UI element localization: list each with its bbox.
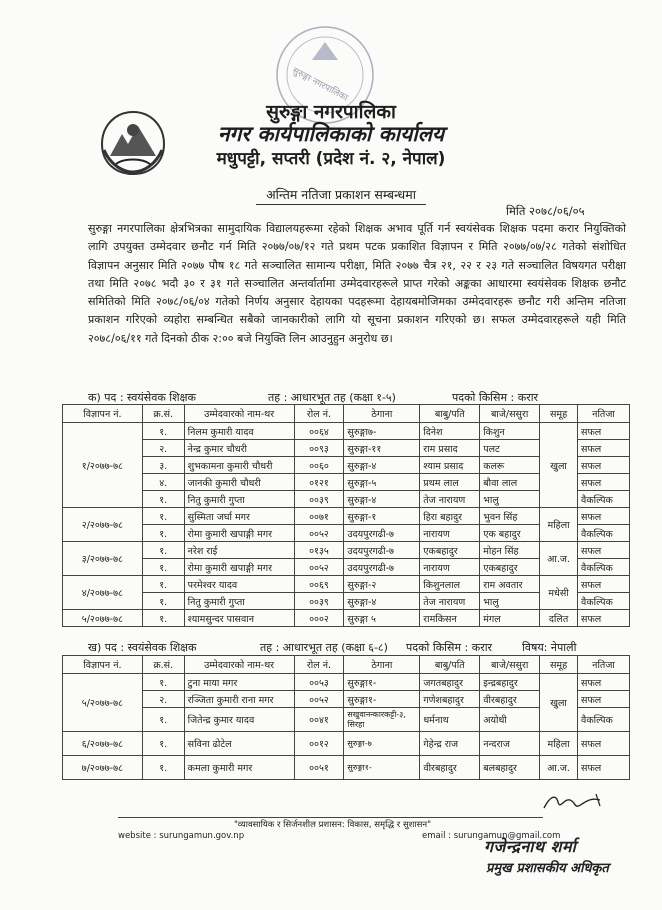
footer-email: email : surungamun@gmail.com xyxy=(422,831,561,841)
table-row xyxy=(63,610,630,627)
table-a-header-col-0: विज्ञापन नं. xyxy=(63,405,143,423)
group-category: खुला xyxy=(540,674,578,732)
group-category: दलित xyxy=(540,610,578,627)
father-name: नारायण xyxy=(420,559,480,576)
grandfather-name: कलरू xyxy=(480,457,540,474)
section-b-level: तह : आधारभूत तह (कक्षा ६-८) xyxy=(260,641,388,654)
serial-number: १. xyxy=(142,542,184,559)
signatory-title: प्रमुख प्रशासकीय अधिकृत xyxy=(486,861,609,876)
candidate-name: श्यामसुन्दर पासवान xyxy=(184,610,294,627)
section-b-post: ख) पद : स्वयंसेवक शिक्षक xyxy=(88,641,197,654)
serial-number: १. xyxy=(142,525,184,542)
serial-number: १. xyxy=(142,732,184,756)
group-category: आ.ज. xyxy=(540,756,578,780)
candidate-address: सुरुङ्गा१- xyxy=(344,756,420,780)
table-a-header-col-1: क्र.सं. xyxy=(142,405,184,423)
roll-number: ००५२ xyxy=(294,691,344,708)
candidate-name: शुभकामना कुमारी चौधरी xyxy=(184,457,294,474)
table-a-header-col-6: बाजे/ससुरा xyxy=(480,405,540,423)
grandfather-name: भुवन सिंह xyxy=(480,508,540,525)
advertisement-number: २/२०७७-७८ xyxy=(63,508,143,542)
serial-number: १. xyxy=(142,508,184,525)
candidate-address: सुरुङ्गा-१ xyxy=(344,508,420,525)
footer-motto: "व्यावसायिक र सिर्जनशील प्रशासन: विकास, समृद्धि र सुशासन" xyxy=(234,820,432,830)
advertisement-number: ३/२०७७-७८ xyxy=(63,542,143,576)
candidate-address: उदयपुरगढी-७ xyxy=(344,525,420,542)
grandfather-name: बौवा लाल xyxy=(480,474,540,491)
candidate-name: परमेश्वर यादव xyxy=(184,576,294,593)
roll-number: ००३९ xyxy=(294,491,344,508)
roll-number: ००५१ xyxy=(294,756,344,780)
father-name: रामकिसन xyxy=(420,610,480,627)
result-status: वैकल्पिक xyxy=(578,559,630,576)
candidate-address: सुरुङ्गा७- xyxy=(344,423,420,440)
candidate-name: रोमा कुमारी खपाङ्गी मगर xyxy=(184,559,294,576)
roll-number: ००३९ xyxy=(294,593,344,610)
table-a-header-col-8: नतिजा xyxy=(578,405,630,423)
advertisement-number: ७/२०७७-७८ xyxy=(63,756,143,780)
result-status: सफल xyxy=(578,610,630,627)
table-row xyxy=(63,576,630,593)
roll-number: ००९३ xyxy=(294,440,344,457)
candidate-name: टुना माया मगर xyxy=(184,674,294,691)
grandfather-name: किशुन xyxy=(480,423,540,440)
grandfather-name: इन्द्रबहादुर xyxy=(480,674,540,691)
roll-number: ००५२ xyxy=(294,525,344,542)
handwritten-signature xyxy=(540,790,606,816)
father-name: तेज नारायण xyxy=(420,593,480,610)
grandfather-name: मंगल xyxy=(480,610,540,627)
father-name: गणेशबहादुर xyxy=(420,691,480,708)
candidate-address: उदयपुरगढी-७ xyxy=(344,542,420,559)
candidate-address: सुरुङ्गा-४ xyxy=(344,491,420,508)
result-status: सफल xyxy=(578,756,630,780)
father-name: दिनेश xyxy=(420,423,480,440)
notice-subject: अन्तिम नतिजा प्रकाशन सम्बन्धमा xyxy=(256,186,426,205)
results-table-b xyxy=(62,655,630,780)
candidate-name: नितु कुमारी गुप्ता xyxy=(184,593,294,610)
candidate-name: निलम कुमारी यादव xyxy=(184,423,294,440)
result-status: सफल xyxy=(578,457,630,474)
candidate-name: सुस्मिता जर्घा मगर xyxy=(184,508,294,525)
candidate-name: नितु कुमारी गुप्ता xyxy=(184,491,294,508)
father-name: श्याम प्रसाद xyxy=(420,457,480,474)
roll-number: ०१३५ xyxy=(294,542,344,559)
serial-number: १. xyxy=(142,576,184,593)
result-status: सफल xyxy=(578,423,630,440)
result-status: वैकल्पिक xyxy=(578,491,630,508)
candidate-address: सुरुङ्गा१- xyxy=(344,691,420,708)
table-row xyxy=(63,756,630,780)
serial-number: १. xyxy=(142,559,184,576)
office-address: मधुपट्टी, सप्तरी (प्रदेश नं. २, नेपाल) xyxy=(216,149,446,169)
serial-number: २. xyxy=(142,440,184,457)
serial-number: ३. xyxy=(142,457,184,474)
father-name: तेज नारायण xyxy=(420,491,480,508)
roll-number: ०००२ xyxy=(294,610,344,627)
grandfather-name: मोहन सिंह xyxy=(480,542,540,559)
father-name: एकबहादुर xyxy=(420,542,480,559)
table-b-header-row xyxy=(63,656,630,674)
table-b-header-col-4: ठेगाना xyxy=(344,656,420,674)
grandfather-name: अयोधी xyxy=(480,708,540,732)
table-row xyxy=(63,674,630,691)
table-b-header-col-6: बाजे/ससुरा xyxy=(480,656,540,674)
table-row xyxy=(63,423,630,440)
candidate-name: सविना ढोटेल xyxy=(184,732,294,756)
father-name: हिरा बहादुर xyxy=(420,508,480,525)
section-a-post: क) पद : स्वयंसेवक शिक्षक xyxy=(88,391,196,404)
table-a-header-col-2: उम्मेदवारको नाम-थर xyxy=(184,405,294,423)
table-b-header-col-7: समूह xyxy=(540,656,578,674)
grandfather-name: भालु xyxy=(480,593,540,610)
result-status: सफल xyxy=(578,508,630,525)
table-row xyxy=(63,508,630,525)
candidate-name: जितेन्द्र कुमार यादव xyxy=(184,708,294,732)
candidate-name: रोमा कुमारी खपाङ्गी मगर xyxy=(184,525,294,542)
table-b-header-col-3: रोल नं. xyxy=(294,656,344,674)
group-category: मधेसी xyxy=(540,576,578,610)
candidate-name: रञ्जिता कुमारी राना मगर xyxy=(184,691,294,708)
advertisement-number: ५/२०७७-७८ xyxy=(63,674,143,732)
serial-number: १. xyxy=(142,610,184,627)
signatory-name: गजेन्द्रनाथ शर्मा xyxy=(484,837,577,856)
section-b-subject: विषय: नेपाली xyxy=(522,641,577,654)
candidate-name: नरेश राई xyxy=(184,542,294,559)
table-a-header-row xyxy=(63,405,630,423)
father-name: वीरबहादुर xyxy=(420,756,480,780)
notice-body: सुरुङ्गा नगरपालिका क्षेत्रभित्रका सामुदायिक विद्यालयहरूमा रहेको शिक्षक अभाव पूर्ति गर्न स्वयंसेवक शिक्षक पदमा करार नियुक्तिको लागि उपयुक्त उम्मेदवार छनौट गर्न मिति २०७७/०७/१२ गते प्रथम पटक प्रकाशित विज्ञापन र मिति २०७७/०७/२८ गतेको संशोधित विज्ञापन अनुसार मिति २०७७ पौष १८ गते सञ्चालित सामान्य परीक्षा, मिति २०७७ चैत्र २१, २२ र २३ गते सञ्चालित विषयगत परीक्षा तथा मिति २०७८ भदौ ३० र ३१ गते सञ्चालित अन्तर्वार्तामा उम्मेदवारहरूले प्राप्त गरेको अङ्कका आधारमा स्वयंसेवक शिक्षक छनौट समितिको मिति २०७८/०६/०४ गतेको निर्णय अनुसार देहायका पदहरूमा देहायबमोजिमका उम्मेदवारहरू छनौट गरी अन्तिम नतिजा प्रकाशन गरिएको व्यहोरा सम्बन्धित सबैको जानकारीको लागि यो सूचना प्रकाशन गरिएको छ। सफल उम्मेदवारहरूले यही मिति २०७८/०६/११ गते दिनको ठीक २:०० बजे नियुक्ति लिन आउनुहुन अनुरोध छ। xyxy=(88,222,626,345)
municipality-title: सुरुङ्गा नगरपालिका xyxy=(266,101,396,123)
roll-number: ००५२ xyxy=(294,559,344,576)
candidate-name: नेन्द्र कुमार चौधरी xyxy=(184,440,294,457)
grandfather-name: राम अवतार xyxy=(480,576,540,593)
serial-number: २. xyxy=(142,691,184,708)
result-status: वैकल्पिक xyxy=(578,708,630,732)
roll-number: ००६४ xyxy=(294,423,344,440)
result-status: सफल xyxy=(578,732,630,756)
candidate-address: उदयपुरगढी-७ xyxy=(344,559,420,576)
group-category: महिला xyxy=(540,732,578,756)
candidate-name: कमला कुमारी मगर xyxy=(184,756,294,780)
serial-number: १. xyxy=(142,674,184,691)
candidate-name: जानकी कुमारी चौधरी xyxy=(184,474,294,491)
serial-number: १. xyxy=(142,593,184,610)
table-a-header-col-7: समूह xyxy=(540,405,578,423)
advertisement-number: १/२०७७-७८ xyxy=(63,423,143,508)
section-a-level: तह : आधारभूत तह (कक्षा १-५) xyxy=(268,391,396,404)
group-category: महिला xyxy=(540,508,578,542)
section-b-type: पदको किसिम : करार xyxy=(406,641,493,654)
results-table-a xyxy=(62,404,630,627)
footer-divider xyxy=(118,817,543,818)
seal-text: सुरुङ्गा नगरपालिका xyxy=(290,65,350,104)
candidate-address: सुरुङ्गा-२ xyxy=(344,576,420,593)
roll-number: ००७१ xyxy=(294,508,344,525)
table-b-header-col-5: बाबु/पति xyxy=(420,656,480,674)
section-a-type: पदको किसिम : करार xyxy=(452,391,539,404)
table-a-header-col-4: ठेगाना xyxy=(344,405,420,423)
father-name: राम प्रसाद xyxy=(420,440,480,457)
result-status: सफल xyxy=(578,474,630,491)
candidate-address: सुरुङ्गा ५ xyxy=(344,610,420,627)
serial-number: ४. xyxy=(142,474,184,491)
father-name: प्रथम लाल xyxy=(420,474,480,491)
candidate-address: सुरुङ्गा-११ xyxy=(344,440,420,457)
advertisement-number: ४/२०७७-७८ xyxy=(63,576,143,610)
father-name: धर्मनाथ xyxy=(420,708,480,732)
grandfather-name: एक बहादुर xyxy=(480,525,540,542)
grandfather-name: एकबहादुर xyxy=(480,559,540,576)
father-name: किशुनलाल xyxy=(420,576,480,593)
father-name: नारायण xyxy=(420,525,480,542)
candidate-address: सुरुङ्गा-४ xyxy=(344,593,420,610)
roll-number: ००६० xyxy=(294,457,344,474)
candidate-address: सुरुङ्गा-४ xyxy=(344,457,420,474)
roll-number: ००५३ xyxy=(294,674,344,691)
notice-date: मिति २०७८/०६/०५ xyxy=(506,204,585,218)
office-title: नगर कार्यपालिकाको कार्यालय xyxy=(217,122,445,146)
grandfather-name: वीरबहादुर xyxy=(480,691,540,708)
father-name: जगतबहादुर xyxy=(420,674,480,691)
table-a-header-col-5: बाबु/पति xyxy=(420,405,480,423)
table-b-header-col-2: उम्मेदवारको नाम-थर xyxy=(184,656,294,674)
serial-number: १. xyxy=(142,491,184,508)
roll-number: ०१२१ xyxy=(294,474,344,491)
roll-number: ००१२ xyxy=(294,732,344,756)
grandfather-name: पलट xyxy=(480,440,540,457)
result-status: सफल xyxy=(578,440,630,457)
roll-number: ००४१ xyxy=(294,708,344,732)
result-status: सफल xyxy=(578,542,630,559)
grandfather-name: नन्दराज xyxy=(480,732,540,756)
serial-number: १. xyxy=(142,708,184,732)
candidate-address: सुरुङ्गा-५ xyxy=(344,474,420,491)
group-category: खुला xyxy=(540,423,578,508)
result-status: वैकल्पिक xyxy=(578,525,630,542)
group-category: आ.ज. xyxy=(540,542,578,576)
table-b-header-col-8: नतिजा xyxy=(578,656,630,674)
advertisement-number: ६/२०७७-७८ xyxy=(63,732,143,756)
father-name: गेहेन्द्र राज xyxy=(420,732,480,756)
result-status: वैकल्पिक xyxy=(578,593,630,610)
candidate-address: सुरुङ्गा१- xyxy=(344,674,420,691)
roll-number: ००६९ xyxy=(294,576,344,593)
candidate-address: सुरुङ्गा-७ xyxy=(344,732,420,756)
table-row xyxy=(63,732,630,756)
table-b-header-col-1: क्र.सं. xyxy=(142,656,184,674)
result-status: सफल xyxy=(578,576,630,593)
footer-website: website : surungamun.gov.np xyxy=(118,831,245,841)
result-status: सफल xyxy=(578,691,630,708)
grandfather-name: बलबहादुर xyxy=(480,756,540,780)
table-b-header-col-0: विज्ञापन नं. xyxy=(63,656,143,674)
table-row xyxy=(63,542,630,559)
advertisement-number: ५/२०७७-७८ xyxy=(63,610,143,627)
table-a-header-col-3: रोल नं. xyxy=(294,405,344,423)
serial-number: १. xyxy=(142,756,184,780)
candidate-address: सखुवानन्कारकट्टी-३, सिरहा xyxy=(344,708,420,732)
result-status: सफल xyxy=(578,674,630,691)
grandfather-name: भालु xyxy=(480,491,540,508)
serial-number: १. xyxy=(142,423,184,440)
